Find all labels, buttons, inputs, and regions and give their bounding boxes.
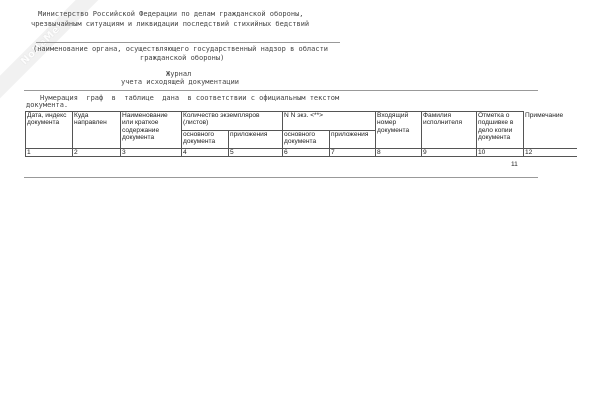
- col-copies-attachment-header: приложения: [229, 131, 283, 149]
- journal-subtitle: учета исходящей документации: [121, 78, 240, 86]
- col-date-header: Дата, индекс документа: [26, 112, 73, 149]
- col-executor-header: Фамилия исполнителя: [422, 112, 477, 149]
- column-number: 6: [283, 149, 330, 157]
- note-line-1: Нумерация граф в таблице дана в соответствии с официальным текстом: [40, 94, 340, 102]
- top-divider: [24, 90, 538, 91]
- journal-table: [25, 111, 577, 157]
- column-number: 8: [376, 149, 422, 157]
- col-title-header: Наименование или краткое содержание документа: [121, 112, 182, 149]
- column-number: 10: [477, 149, 524, 157]
- column-number: 2: [73, 149, 121, 157]
- note-line-2: документа.: [26, 101, 69, 109]
- watermark-ribbon: NoNaMe: [0, 0, 100, 105]
- ministry-line-1: Министерство Российской Федерации по делам гражданской обороны,: [38, 10, 304, 18]
- column-number: 7: [330, 149, 376, 157]
- col-copies-main-header: основного документа: [182, 131, 229, 149]
- col-copynum-attachment-header: приложения: [330, 131, 376, 149]
- column-number: 12: [524, 149, 577, 157]
- org-caption-line-1: (наименование органа, осуществляющего государственный надзор в области: [33, 45, 329, 53]
- column-number: 4: [182, 149, 229, 157]
- col-remark-header: Примечание: [524, 112, 577, 149]
- ministry-line-2: чрезвычайным ситуациям и ликвидации последствий стихийных бедствий: [31, 20, 310, 28]
- journal-title: Журнал: [166, 70, 192, 78]
- column-number: 9: [422, 149, 477, 157]
- org-caption-line-2: гражданской обороны): [140, 54, 225, 62]
- col-copynum-main-header: основного документа: [283, 131, 330, 149]
- col-filing-mark-header: Отметка о подшивке в дело копии документа: [477, 112, 524, 149]
- header-row-1: [26, 112, 577, 131]
- bottom-divider: [24, 177, 538, 178]
- col-copies-group-header: Количество экземпляров (листов): [182, 112, 283, 131]
- column-numbers-row: [26, 149, 577, 157]
- column-number: 1: [26, 149, 73, 157]
- column-number-11: 11: [511, 161, 518, 168]
- col-destination-header: Куда направлен: [73, 112, 121, 149]
- org-name-underline: [36, 42, 340, 43]
- col-incoming-number-header: Входящий номер документа: [376, 112, 422, 149]
- column-number: 3: [121, 149, 182, 157]
- col-copy-numbers-group-header: N N экз. <**>: [283, 112, 376, 131]
- column-number: 5: [229, 149, 283, 157]
